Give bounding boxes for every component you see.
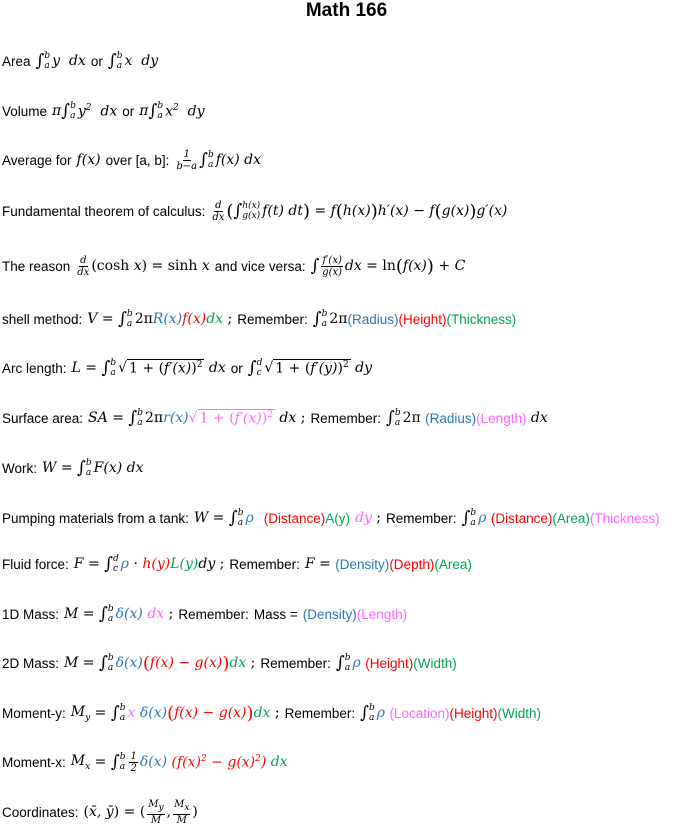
- formula-average: Average for f(x) over [a, b]: $\frac{1}{b-a}$ ∫ b a f(x) dx: [2, 148, 262, 172]
- term-location: (Location): [389, 705, 450, 721]
- formula-moment-x: Moment-x: $M_x$ = ∫ b a $\frac{1}{2}$ δ(x) $(f(x)^2 - g(x)^2)$ dx: [2, 750, 288, 774]
- label-area: Area: [2, 53, 31, 69]
- label-moment-y: Moment-y:: [2, 705, 66, 721]
- formula-fluid: Fluid force: F = ∫ d c ρ · h(y) L(y) dy ; Remember: F = (Density) (Depth) (Area): [2, 554, 472, 574]
- term-width: (Width): [413, 655, 457, 671]
- formula-area: Area ∫ b a y dx or ∫ b a x dy: [2, 51, 159, 71]
- remember-label: Remember:: [284, 705, 356, 721]
- label-moment-x: Moment-x:: [2, 754, 66, 770]
- term-length: (Length): [356, 606, 408, 622]
- label-mass2d: 2D Mass:: [2, 655, 60, 671]
- formula-ftc: Fundamental theorem of calculus: $\frac{d}{dx}$ ( ∫ h(x) g(x) f(t) dt ) = f ( h(x) ) h′(x) − f ( g(x) ) g′(x): [2, 199, 508, 223]
- label-pumping: Pumping materials from a tank:: [2, 510, 189, 526]
- label-fluid: Fluid force:: [2, 556, 69, 572]
- mass-eq: Mass =: [253, 606, 298, 622]
- remember-label: Remember:: [178, 606, 249, 622]
- term-length: (Length): [476, 410, 527, 426]
- term-ay: A(y): [325, 510, 350, 526]
- formula-arc: Arc length: L = ∫ b a √ $1 + (f'(x))^2$ dx or ∫ d c √ $1 + (f'(y))^2$ dy: [2, 358, 373, 378]
- formula-mass2d: 2D Mass: M = ∫ b a δ(x) ( f(x) − g(x) ) dx ; Remember: ∫ b a ρ (Height) (Width): [2, 652, 457, 674]
- label-work: Work:: [2, 460, 38, 476]
- term-height: (Height): [365, 655, 414, 671]
- remember-label: Remember:: [310, 410, 381, 426]
- term-thickness: (Thickness): [589, 510, 660, 526]
- label-vice-versa: and vice versa:: [214, 258, 306, 274]
- label-shell: shell method:: [2, 311, 83, 327]
- label-average: Average for: [2, 152, 72, 168]
- label-ftc: Fundamental theorem of calculus:: [2, 203, 206, 219]
- formula-moment-y: Moment-y: $M_y$ = ∫ b a x δ(x) ( f(x) − g(x) ) dx ; Remember: ∫ b a ρ (Location) (Height) (Width): [2, 702, 541, 724]
- remember-label: Remember:: [386, 510, 457, 526]
- or-word: or: [90, 53, 103, 69]
- formula-mass1d: 1D Mass: M = ∫ b a δ(x) dx ; Remember: Mass = (Density) (Length): [2, 604, 408, 624]
- remember-label: Remember:: [237, 311, 308, 327]
- term-area: (Area): [434, 556, 472, 572]
- term-height: (Height): [398, 311, 447, 327]
- remember-label: Remember:: [229, 556, 300, 572]
- term-density: (Density): [335, 556, 390, 572]
- term-depth: (Depth): [389, 556, 435, 572]
- formula-reason: The reason $\frac{d}{dx}$ (cosh x ) = sinh x and vice versa: ∫ $\frac{f'(x)}{g(x)}$ dx = ln ( f(x) ) + C: [2, 254, 466, 278]
- formula-pumping: Pumping materials from a tank: W = ∫ b a ρ (Distance) A(y) dy ; Remember: ∫ b a ρ (Distance) (Area) (Thickness): [2, 508, 660, 528]
- label-arc: Arc length:: [2, 360, 67, 376]
- label-surface: Surface area:: [2, 410, 84, 426]
- formula-shell: shell method: V = ∫ b a 2π R(x) f(x) dx ; Remember: ∫ b a 2π (Radius) (Height) (Thickness): [2, 309, 517, 329]
- term-density: (Density): [302, 606, 357, 622]
- formula-coordinates: Coordinates: ( x̄, ȳ ) = ( $\frac{M_y}{M}$ , $\frac{M_x}{M}$ ): [2, 798, 198, 826]
- or-word: or: [230, 360, 243, 376]
- label-volume: Volume: [2, 103, 48, 119]
- or-word: or: [122, 103, 135, 119]
- term-radius: (Radius): [425, 410, 477, 426]
- remember-label: Remember:: [260, 655, 331, 671]
- label-average-range: over [a, b]:: [105, 152, 170, 168]
- term-distance: (Distance): [263, 510, 326, 526]
- label-mass1d: 1D Mass:: [2, 606, 60, 622]
- formula-surface: Surface area: SA = ∫ b a 2π r(x) √ $1 + (f'(x))^2$ dx ; Remember: ∫ b a 2π (Radius) (Length) dx: [2, 408, 548, 428]
- formula-work: Work: W = ∫ b a F(x) dx: [2, 458, 144, 478]
- term-height: (Height): [449, 705, 498, 721]
- formula-volume: Volume π ∫ b a $y^2$ dx or π ∫ b a $x^2$ dy: [2, 101, 205, 121]
- term-radius: (Radius): [347, 311, 399, 327]
- label-reason: The reason: [2, 258, 71, 274]
- label-coordinates: Coordinates:: [2, 804, 79, 820]
- term-distance: (Distance): [490, 510, 553, 526]
- page-title: Math 166: [305, 0, 388, 21]
- term-area: (Area): [552, 510, 590, 526]
- term-width: (Width): [497, 705, 541, 721]
- term-thickness: (Thickness): [446, 311, 517, 327]
